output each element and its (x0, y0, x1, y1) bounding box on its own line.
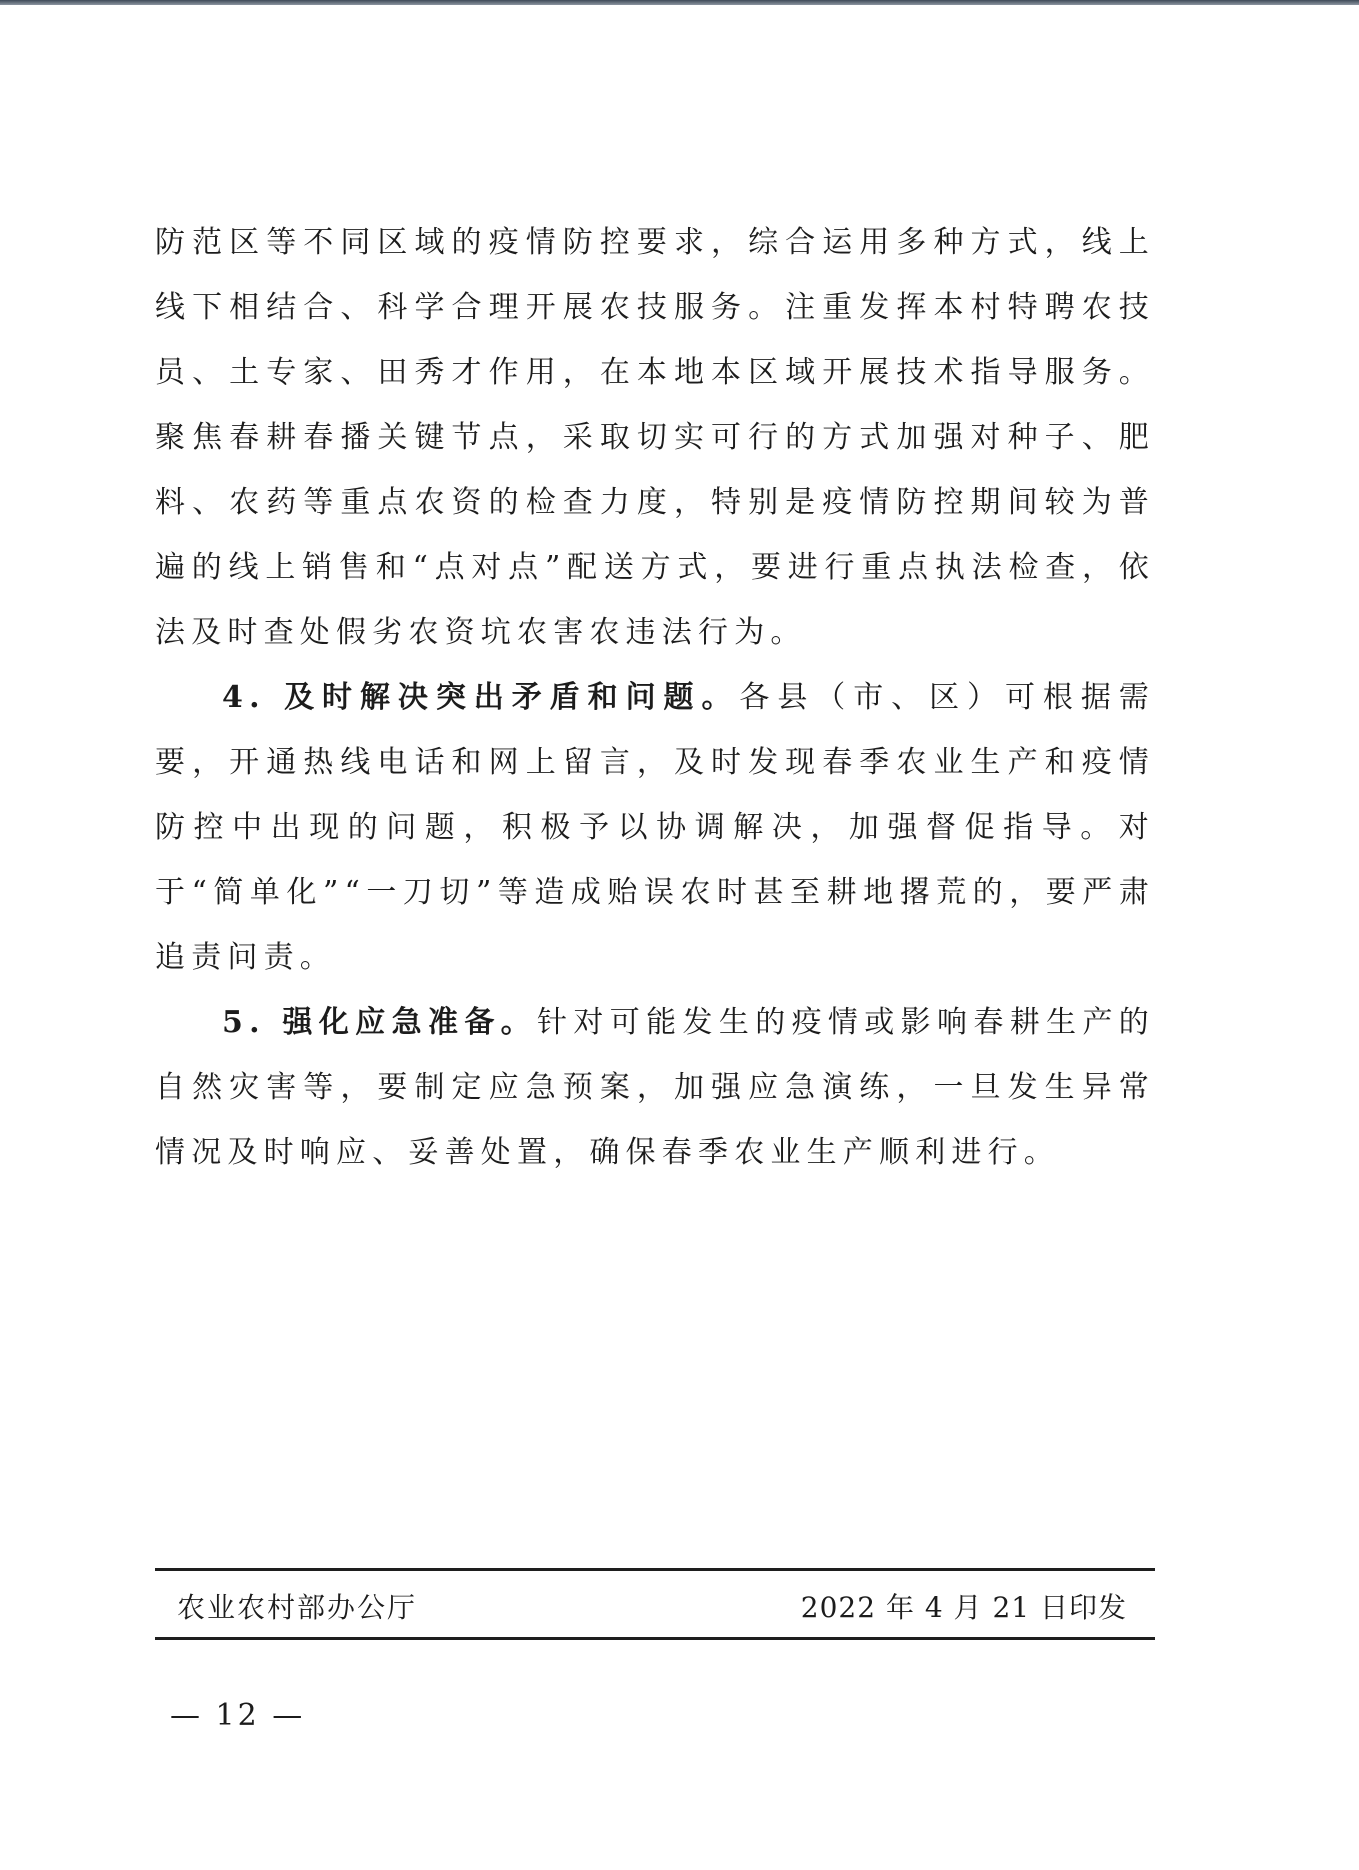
imprint-issuer: 农业农村部办公厅 (177, 1591, 418, 1624)
paragraph-item-5 (155, 990, 1155, 1185)
document-body (155, 210, 1155, 1185)
imprint-block (155, 1568, 1155, 1640)
paragraph-continuation (155, 210, 1155, 665)
paragraph-text: 防范区等不同区域的疫情防控要求，综合运用多种方式，线上线下相结合、科学合理开展农技服务。注重发挥本村特聘农技员、土专家、田秀才作用，在本地本区域开展技术指导服务。聚焦春耕春播关键节点，采取切实可行的方式加强对种子、肥料、农药等重点农资的检查力度，特别是疫情防控期间较为普遍的线上销售和“点对点”配送方式，要进行重点执法检查，依法及时查处假劣农资坑农害农违法行为。 (155, 225, 1155, 650)
paragraph-heading: 4. 及时解决突出矛盾和问题。 (222, 680, 740, 715)
paragraph-heading: 5. 强化应急准备。 (222, 1005, 538, 1040)
paragraph-text: 针对可能发生的疫情或影响春耕生产的自然灾害等，要制定应急预案，加强应急演练，一旦发生异常情况及时响应、妥善处置，确保春季农业生产顺利进行。 (155, 1005, 1155, 1170)
paragraph-text: 各县（市、区）可根据需要，开通热线电话和网上留言，及时发现春季农业生产和疫情防控中出现的问题，积极予以协调解决，加强督促指导。对于“简单化”“一刀切”等造成贻误农时甚至耕地撂荒的，要严肃追责问责。 (155, 680, 1155, 975)
page-number: — 12 — (170, 1698, 306, 1733)
paragraph-item-4 (155, 665, 1155, 990)
scan-top-edge (0, 0, 1359, 5)
imprint-date: 2022 年 4 月 21 日印发 (800, 1591, 1127, 1624)
